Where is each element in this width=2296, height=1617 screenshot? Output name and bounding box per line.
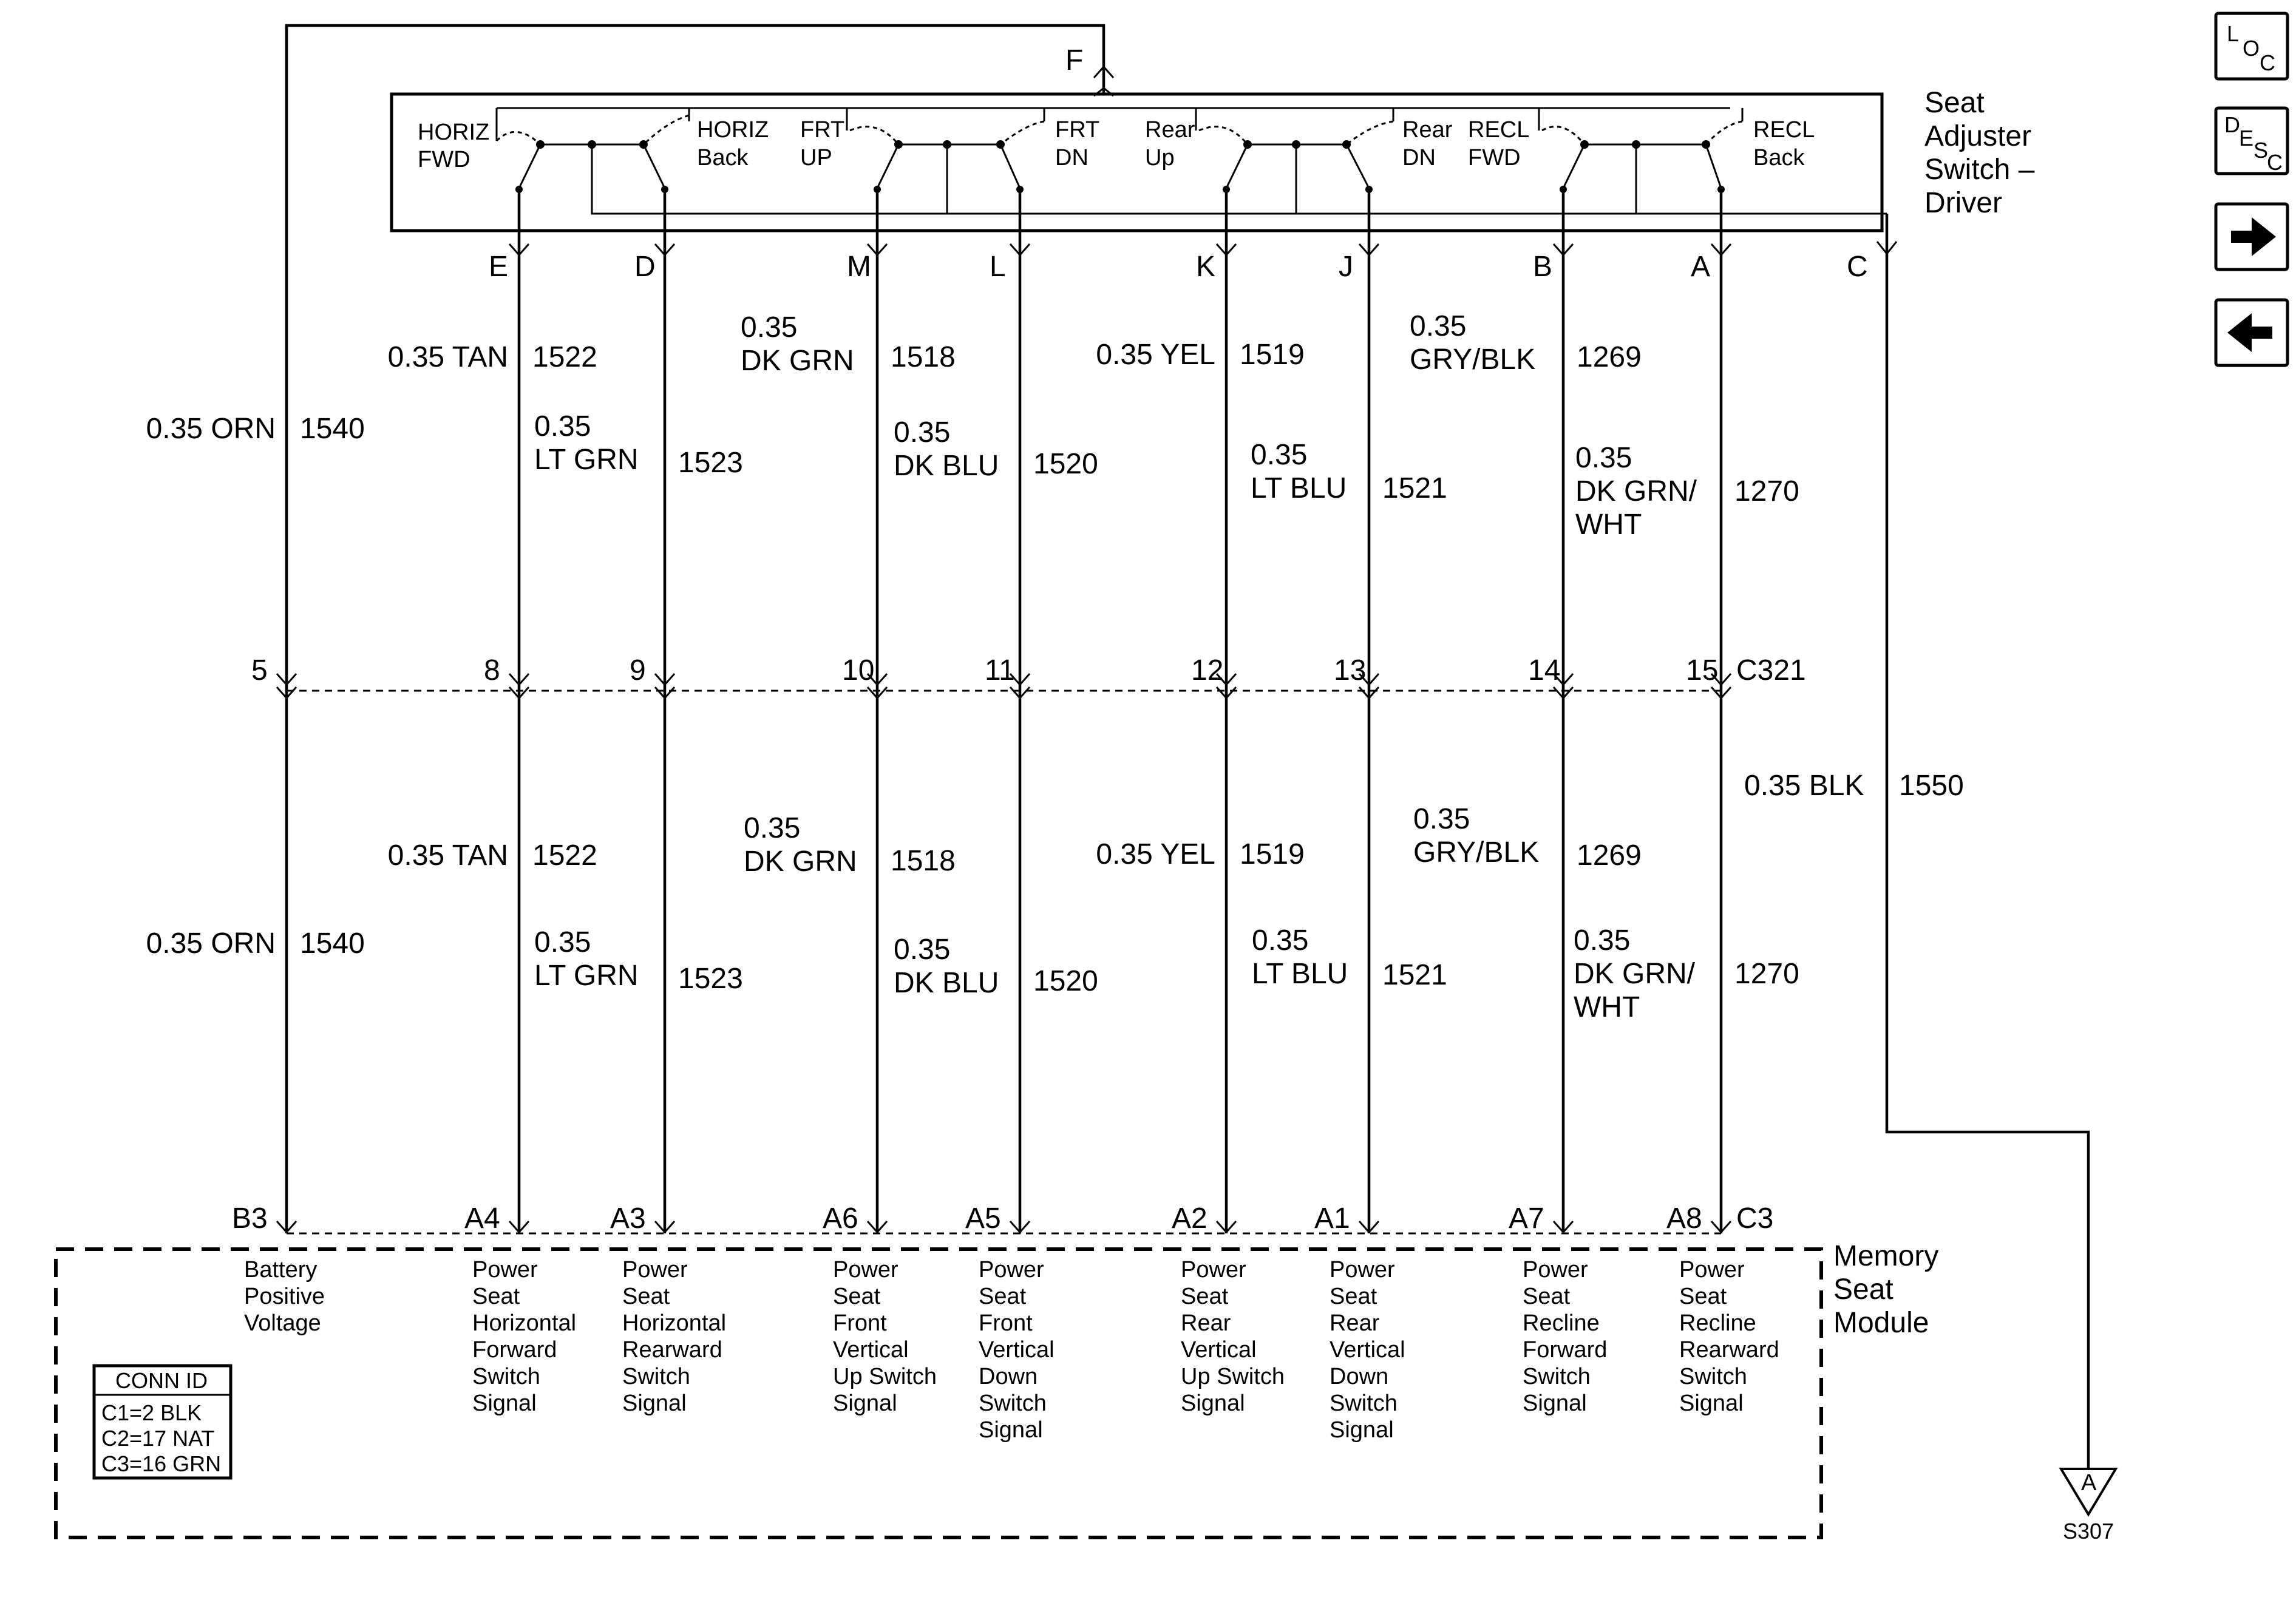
wire-color-upper: LT GRN (534, 444, 639, 476)
module-signal-text: Vertical (1330, 1337, 1405, 1363)
wire-circuit-upper: 1518 (891, 341, 956, 373)
wire-1540 (277, 25, 296, 1233)
module-pin-label: A6 (823, 1202, 858, 1235)
module-signal-text: Rearward (622, 1337, 722, 1363)
c321-pin-label: 11 (985, 654, 1015, 686)
module-signal-text: Positive (244, 1284, 325, 1309)
wire-circuit-upper: 1269 (1577, 341, 1642, 373)
wire-color-upper: 0.35 (741, 311, 798, 344)
wire-circuit-lower: 1522 (532, 839, 597, 872)
switch-pin-c: C (1847, 251, 1868, 283)
next-button[interactable] (2216, 204, 2288, 270)
svg-text:C2=17 NAT: C2=17 NAT (101, 1426, 215, 1451)
wire-color-lower: 0.35 (744, 812, 801, 844)
svg-text:L: L (2227, 21, 2240, 46)
wire-circuit-upper: 1523 (678, 447, 743, 479)
conn-id-table (94, 1366, 231, 1478)
c321-pin-label: 15 (1686, 654, 1719, 686)
switch-pair-recl (1539, 108, 1742, 267)
svg-text:C1=2 BLK: C1=2 BLK (101, 1400, 202, 1425)
wire-circuit-lower: 1519 (1240, 838, 1305, 870)
module-signal-text: Seat (979, 1284, 1027, 1309)
switch-pin-label: M (847, 251, 871, 283)
wire-color-lower: DK GRN (744, 846, 857, 878)
ground-wire-circuit: 1550 (1899, 770, 1964, 802)
svg-text:C3=16 GRN: C3=16 GRN (101, 1451, 222, 1476)
wire-color-upper: GRY/BLK (1410, 344, 1536, 376)
switch-pin-label: D (634, 251, 656, 283)
module-signal-text: Signal (1523, 1391, 1587, 1416)
wire-1521 (1359, 244, 1379, 1233)
module-pin-label: A4 (464, 1202, 500, 1235)
module-signal-text: Seat (622, 1284, 670, 1309)
wire-circuit-lower: 1270 (1734, 958, 1799, 990)
wire-color-lower: LT BLU (1252, 958, 1348, 990)
module-signal-text: Seat (1330, 1284, 1377, 1309)
module-signal-text: Switch (1523, 1364, 1591, 1389)
wire-color-lower: 0.35 (1252, 924, 1309, 957)
module-pin-label: A3 (610, 1202, 646, 1235)
ground-wire (1887, 214, 2088, 1469)
module-signal-text: Forward (1523, 1337, 1608, 1363)
svg-text:Back: Back (697, 145, 749, 171)
module-signal-text: Signal (472, 1391, 537, 1416)
svg-text:FRT: FRT (1055, 117, 1100, 143)
module-signal-text: Signal (979, 1417, 1043, 1443)
wire-color-upper: 0.35 (534, 410, 591, 442)
module-signal-text: Switch (1679, 1364, 1747, 1389)
wire-color-lower: WHT (1574, 991, 1640, 1023)
svg-text:D: D (2224, 112, 2240, 137)
module-signal-text: Power (1330, 1257, 1395, 1283)
svg-text:Module: Module (1833, 1307, 1929, 1339)
module-title (1833, 1240, 1938, 1339)
module-signal-text: Power (833, 1257, 898, 1283)
svg-text:Seat: Seat (1833, 1273, 1894, 1306)
module-signal-text: Horizontal (622, 1310, 727, 1336)
module-signal-text: Horizontal (472, 1310, 577, 1336)
splice-s307 (2061, 1469, 2116, 1544)
svg-text:Up: Up (1145, 145, 1175, 171)
module-signal-text: Power (622, 1257, 688, 1283)
module-signal-text: Recline (1679, 1310, 1756, 1336)
module-signal-text: Power (1181, 1257, 1246, 1283)
svg-text:Memory: Memory (1833, 1240, 1939, 1272)
module-pin-label: B3 (232, 1202, 268, 1235)
wire-color-upper: 0.35 YEL (1096, 339, 1215, 371)
wire-color-upper: 0.35 (1251, 439, 1308, 471)
wire-color-lower: 0.35 (894, 934, 951, 966)
loc-button[interactable] (2216, 13, 2288, 79)
svg-text:Rear: Rear (1402, 117, 1453, 143)
svg-text:HORIZ: HORIZ (697, 117, 769, 143)
module-pin-label: A5 (965, 1202, 1001, 1235)
wire-color-upper: 0.35 (1410, 310, 1467, 342)
svg-text:UP: UP (800, 145, 832, 171)
c321-pin-label: 9 (630, 654, 646, 686)
switch-pin-f: F (1065, 44, 1084, 76)
svg-text:Adjuster: Adjuster (1924, 120, 2032, 152)
c321-pin-label: 5 (251, 654, 268, 686)
wire-color-upper: 0.35 (894, 416, 951, 449)
module-signal-text: Power (1679, 1257, 1745, 1283)
svg-text:DN: DN (1055, 145, 1089, 171)
wire-circuit-lower: 1540 (300, 927, 365, 960)
svg-text:DN: DN (1402, 145, 1436, 171)
switch-pin-label: L (990, 251, 1006, 283)
svg-text:O: O (2243, 36, 2260, 61)
svg-text:C: C (2260, 50, 2275, 75)
switch-pair-frt (847, 108, 1044, 267)
switch-pin-label: A (1691, 251, 1711, 283)
module-signal-text: Rearward (1679, 1337, 1779, 1363)
module-pin-label: A2 (1172, 1202, 1207, 1235)
wire-1270 (1711, 244, 1731, 1233)
module-signal-text: Switch (472, 1364, 540, 1389)
module-signal-text: Vertical (979, 1337, 1055, 1363)
switch-pin-label: K (1196, 251, 1216, 283)
module-signal-text: Vertical (833, 1337, 909, 1363)
wire-1269 (1554, 244, 1573, 1233)
switch-pin-label: E (489, 251, 509, 283)
wire-color-lower: 0.35 (1413, 803, 1470, 835)
wire-color-upper: LT BLU (1251, 472, 1347, 504)
wire-color-lower: 0.35 YEL (1096, 838, 1215, 870)
svg-text:Rear: Rear (1145, 117, 1195, 143)
module-signal-text: Rear (1330, 1310, 1380, 1336)
wire-circuit-upper: 1520 (1033, 448, 1098, 480)
svg-text:RECL: RECL (1753, 117, 1815, 143)
svg-text:S307: S307 (2063, 1519, 2114, 1544)
wire-color-lower: 0.35 TAN (387, 839, 508, 872)
module-signal-text: Down (979, 1364, 1038, 1389)
module-signal-text: Voltage (244, 1310, 321, 1336)
module-pin-label: A1 (1314, 1202, 1350, 1235)
svg-text:FWD: FWD (1468, 145, 1521, 171)
c321-pin-label: 14 (1528, 654, 1561, 686)
wire-color-lower: 0.35 (1574, 924, 1631, 957)
wire-color-upper: DK GRN (741, 345, 854, 377)
module-signal-text: Seat (1181, 1284, 1229, 1309)
module-signal-text: Vertical (1181, 1337, 1257, 1363)
module-pin-label: A8 (1666, 1202, 1702, 1235)
module-pin-label: A7 (1509, 1202, 1544, 1235)
module-signal-text: Up Switch (833, 1364, 937, 1389)
svg-text:E: E (2239, 126, 2254, 151)
ground-wire-color: 0.35 BLK (1744, 770, 1864, 802)
module-signal-text: Switch (622, 1364, 690, 1389)
wire-color-upper: 0.35 TAN (387, 341, 508, 373)
wire-1520 (1010, 244, 1030, 1233)
module-signal-text: Signal (833, 1391, 897, 1416)
svg-text:CONN ID: CONN ID (115, 1368, 208, 1393)
svg-text:A: A (2081, 1470, 2097, 1496)
desc-button[interactable] (2216, 108, 2288, 175)
c321-label: C321 (1736, 654, 1806, 686)
wire-color-upper: 0.35 ORN (146, 413, 276, 445)
module-signal-text: Power (1523, 1257, 1588, 1283)
c321-pin-label: 13 (1334, 654, 1367, 686)
wire-1522 (509, 244, 529, 1233)
module-signal-text: Signal (1679, 1391, 1744, 1416)
switch-pin-label: B (1533, 251, 1553, 283)
wire-circuit-lower: 1521 (1382, 959, 1447, 991)
module-signal-text: Down (1330, 1364, 1389, 1389)
wire-circuit-upper: 1270 (1734, 475, 1799, 507)
svg-text:Seat: Seat (1924, 87, 1985, 119)
module-signal-text: Signal (1330, 1417, 1394, 1443)
wire-color-upper: 0.35 (1575, 442, 1632, 474)
svg-text:HORIZ: HORIZ (418, 120, 490, 145)
module-signal-text: Seat (833, 1284, 881, 1309)
c321-pin-label: 8 (484, 654, 500, 686)
svg-text:C: C (2267, 150, 2283, 175)
wire-circuit-lower: 1269 (1577, 839, 1642, 872)
wire-color-upper: DK GRN/ (1575, 475, 1697, 507)
c321-pin-label: 12 (1191, 654, 1224, 686)
wire-color-upper: WHT (1575, 509, 1642, 541)
module-signal-text: Rear (1181, 1310, 1231, 1336)
module-signal-text: Switch (1330, 1391, 1398, 1416)
prev-button[interactable] (2216, 300, 2288, 365)
svg-text:Switch –: Switch – (1924, 154, 2035, 186)
module-signal-text: Up Switch (1181, 1364, 1285, 1389)
seat-adjuster-switch-box (392, 94, 1882, 231)
wire-circuit-upper: 1519 (1240, 339, 1305, 371)
wire-1518 (868, 244, 887, 1233)
wire-circuit-lower: 1523 (678, 963, 743, 995)
module-signal-text: Seat (1679, 1284, 1727, 1309)
wire-color-lower: DK GRN/ (1574, 958, 1696, 990)
module-signal-text: Switch (979, 1391, 1047, 1416)
wire-circuit-upper: 1521 (1382, 472, 1447, 504)
wire-circuit-upper: 1522 (532, 341, 597, 373)
module-signal-text: Recline (1523, 1310, 1600, 1336)
wire-color-upper: DK BLU (894, 450, 999, 482)
svg-text:S: S (2254, 138, 2269, 163)
module-signal-text: Signal (1181, 1391, 1245, 1416)
module-signal-text: Seat (1523, 1284, 1571, 1309)
svg-text:Back: Back (1753, 145, 1805, 171)
wire-color-lower: 0.35 ORN (146, 927, 276, 960)
module-signal-text: Forward (472, 1337, 557, 1363)
c321-pin-label: 10 (842, 654, 875, 686)
module-signal-text: Power (979, 1257, 1044, 1283)
wire-color-lower: DK BLU (894, 967, 999, 999)
module-signal-text: Front (979, 1310, 1033, 1336)
svg-text:FWD: FWD (418, 147, 470, 172)
wire-color-lower: LT GRN (534, 960, 639, 992)
wire-color-lower: GRY/BLK (1413, 836, 1540, 869)
wire-circuit-lower: 1518 (891, 845, 956, 877)
module-signal-text: Seat (472, 1284, 520, 1309)
svg-text:Driver: Driver (1924, 187, 2002, 219)
module-signal-text: Front (833, 1310, 887, 1336)
wire-1523 (655, 244, 674, 1233)
module-signal-text: Power (472, 1257, 538, 1283)
svg-text:RECL: RECL (1468, 117, 1530, 143)
wire-1519 (1217, 244, 1236, 1233)
module-signal-text: Signal (622, 1391, 687, 1416)
switch-title (1924, 87, 2035, 219)
svg-text:FRT: FRT (800, 117, 845, 143)
module-connector-label: C3 (1736, 1202, 1774, 1235)
wire-circuit-upper: 1540 (300, 413, 365, 445)
module-signal-text: Battery (244, 1257, 318, 1283)
wire-circuit-lower: 1520 (1033, 965, 1098, 997)
switch-pair-rear (1196, 108, 1393, 267)
wire-color-lower: 0.35 (534, 926, 591, 958)
switch-pin-label: J (1339, 251, 1353, 283)
